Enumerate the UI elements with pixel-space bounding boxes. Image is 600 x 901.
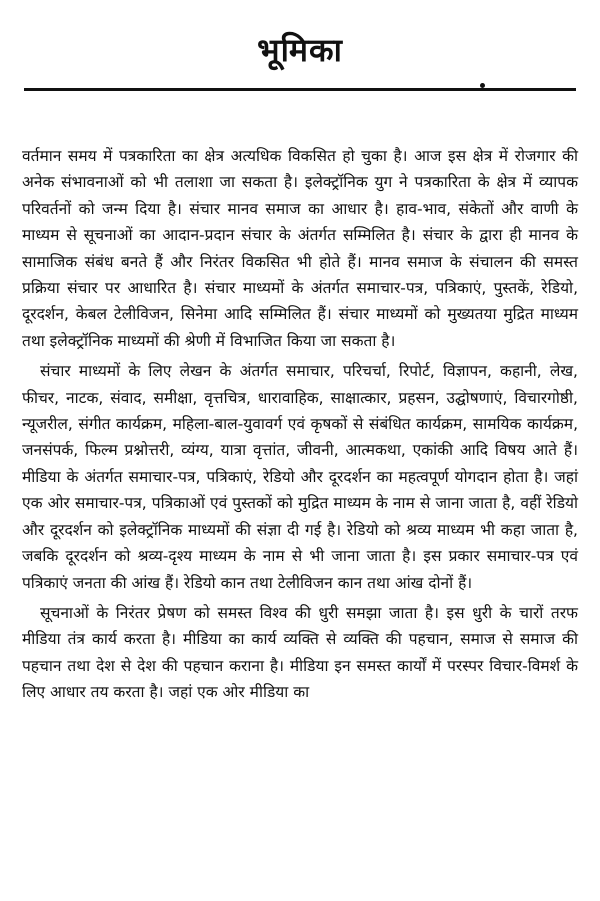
body-text xyxy=(22,143,578,710)
paragraph-3: सूचनाओं के निरंतर प्रेषण को समस्त विश्व की धुरी समझा जाता है। इस धुरी के चारों तरफ मीडिया तंत्र कार्य करता है। मीडिया का कार्य व्यक्ति से व्यक्ति की पहचान, समाज से समाज की पहचान तथा देश से देश की पहचान कराना है। मीडिया इन समस्त कार्यों में परस्पर विचार-विमर्श के लिए आधार तय करता है। जहां एक ओर मीडिया का xyxy=(22,603,578,702)
paragraph-1: वर्तमान समय में पत्रकारिता का क्षेत्र अत्यधिक विकसित हो चुका है। आज इस क्षेत्र में रोजगार की अनेक संभावनाओं को भी तलाशा जा सकता है। इलेक्ट्रॉनिक युग ने पत्रकारिता के क्षेत्र में व्यापक परिवर्तनों को जन्म दिया है। संचार मानव समाज का आधार है। हाव-भाव, संकेतों और वाणी के माध्यम से सूचनाओं का आदान-प्रदान संचार के अंतर्गत सम्मिलित है। संचार के द्वारा ही मानव के सामाजिक संबंध बनते हैं और निरंतर विकसित भी होते हैं। मानव समाज के संचालन की समस्त प्रक्रिया संचार पर आधारित है। संचार माध्यमों के अंतर्गत समाचार-पत्र, पत्रिकाएं, पुस्तकें, रेडियो, दूरदर्शन, केबल टेलीविजन, सिनेमा आदि सम्मिलित हैं। संचार माध्यमों को मुख्यतया मुद्रित माध्यम तथा इलेक्ट्रॉनिक माध्यमों की श्रेणी में विभाजित किया जा सकता है। xyxy=(22,147,578,350)
title-rule xyxy=(24,88,576,91)
rule-ink-dot xyxy=(480,83,485,88)
page-title: भूमिका xyxy=(257,31,343,69)
paragraph-2: संचार माध्यमों के लिए लेखन के अंतर्गत समाचार, परिचर्चा, रिपोर्ट, विज्ञापन, कहानी, लेख, फीचर, नाटक, संवाद, समीक्षा, वृत्तचित्र, धारावाहिक, साक्षात्कार, प्रहसन, उद्घोषणाएं, विचारगोष्ठी, न्यूजरील, संगीत कार्यक्रम, महिला-बाल-युवावर्ग एवं कृषकों से संबंधित कार्यक्रम, सामयिक कार्यक्रम, जनसंपर्क, फिल्म प्रश्नोत्तरी, व्यंग्य, यात्रा वृत्तांत, जीवनी, आत्मकथा, एकांकी आदि विषय आते हैं। मीडिया के अंतर्गत समाचार-पत्र, पत्रिकाएं, रेडियो और दूरदर्शन का महत्वपूर्ण योगदान होता है। जहां एक ओर समाचार-पत्र, पत्रिकाओं एवं पुस्तकों को मुद्रित माध्यम के नाम से जाना जाता है, वहीं रेडियो और दूरदर्शन को इलेक्ट्रॉनिक माध्यमों की संज्ञा दी गई है। रेडियो को श्रव्य माध्यम भी कहा जाता है, जबकि दूरदर्शन को श्रव्य-दृश्य माध्यम के नाम से भी जाना जाता है। इस प्रकार समाचार-पत्र एवं पत्रिकाएं जनता की आंख हैं। रेडियो कान तथा टेलीविजन कान तथा आंख दोनों हैं। xyxy=(22,362,578,592)
